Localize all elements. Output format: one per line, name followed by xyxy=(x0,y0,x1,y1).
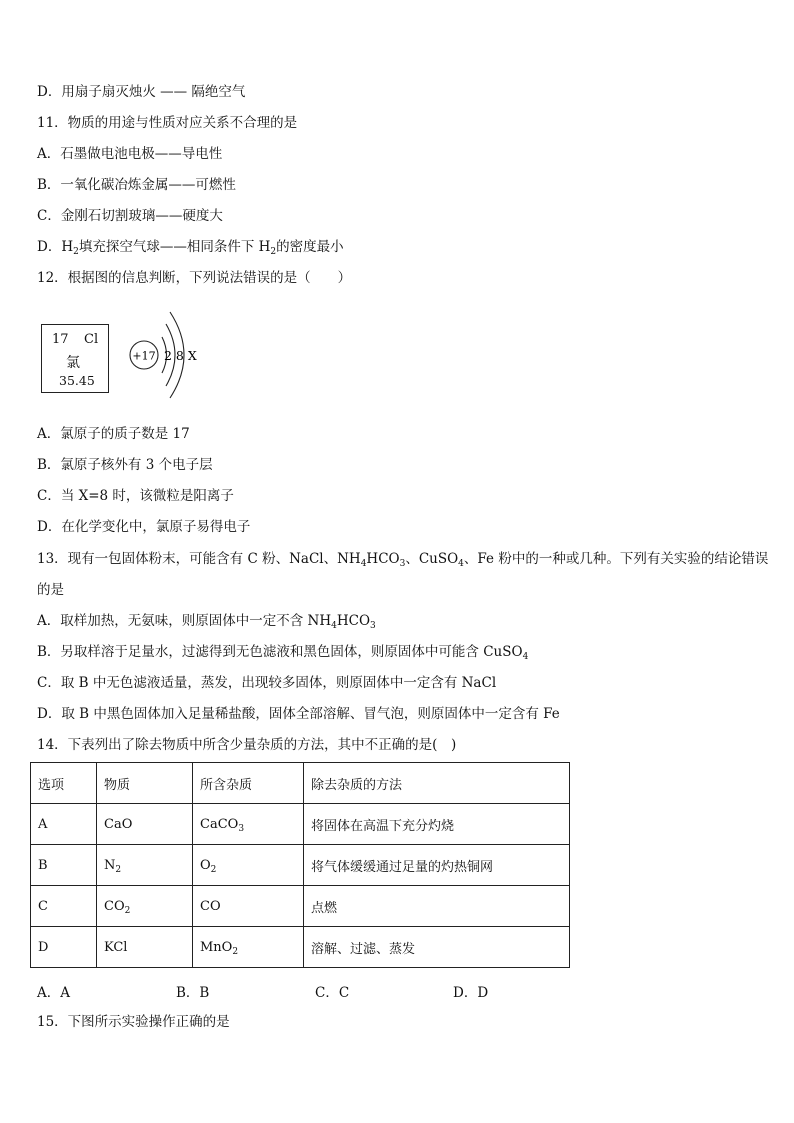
row-method: 点燃 xyxy=(304,886,570,927)
table-header-row xyxy=(31,763,570,804)
row-impurity: $O_2$ xyxy=(193,845,304,886)
q12-option-a: A．氯原子的质子数是 17 xyxy=(37,426,190,442)
q14-answer-c[interactable]: C．C xyxy=(315,985,350,1001)
row-option: D xyxy=(31,927,97,968)
row-option: A xyxy=(31,804,97,845)
row-method: 溶解、过滤、蒸发 xyxy=(304,927,570,968)
q14-answer-b[interactable]: B．B xyxy=(176,985,210,1001)
q10-option-d: D．用扇子扇灭烛火 —— 隔绝空气 xyxy=(37,84,246,100)
q11-option-b: B．一氧化碳冶炼金属——可燃性 xyxy=(37,177,236,193)
row-method: 将气体缓缓通过足量的灼热铜网 xyxy=(304,845,570,886)
q13-option-d: D．取 B 中黑色固体加入足量稀盐酸，固体全部溶解、冒气泡，则原固体中一定含有 Fe xyxy=(37,706,560,722)
nucleus-charge: +17 xyxy=(132,349,156,363)
q13-stem-line-1: 13．现有一包固体粉末，可能含有 C 粉、NaCl、$NH_4HCO_3$、CuSO$_4$、Fe 粉中的一种或几种。下列有关实验的结论错误 xyxy=(37,551,769,569)
element-name: 氯 xyxy=(66,355,80,371)
atom-structure-diagram xyxy=(124,304,234,404)
q15-stem: 15．下图所示实验操作正确的是 xyxy=(37,1014,230,1030)
q12-option-d: D．在化学变化中，氯原子易得电子 xyxy=(37,519,251,535)
q12-stem: 12．根据图的信息判断，下列说法错误的是（ ） xyxy=(37,270,352,286)
electron-shell-numbers: 2 8 X xyxy=(164,348,197,363)
row-impurity: CO xyxy=(193,886,304,927)
q13-stem-line-2: 的是 xyxy=(37,582,64,598)
q14-answer-d[interactable]: D．D xyxy=(453,985,489,1001)
q13-option-b: B．另取样溶于足量水，过滤得到无色滤液和黑色固体，则原固体中可能含 CuSO$_4$ xyxy=(37,644,529,662)
header-impurity: 所含杂质 xyxy=(193,763,304,804)
q14-answer-options xyxy=(37,981,637,1001)
table-row xyxy=(31,804,570,845)
row-substance: $CO_2$ xyxy=(97,886,193,927)
table-row xyxy=(31,886,570,927)
table-row xyxy=(31,845,570,886)
q13-option-c: C．取 B 中无色滤液适量，蒸发，出现较多固体，则原固体中一定含有 NaCl xyxy=(37,675,497,691)
row-option: B xyxy=(31,845,97,886)
q11-option-c: C．金刚石切割玻璃——硬度大 xyxy=(37,208,223,224)
q13-option-a: A．取样加热，无氨味，则原固体中一定不含 $NH_4HCO_3$ xyxy=(37,613,376,631)
element-symbol: Cl xyxy=(84,332,99,347)
header-substance: 物质 xyxy=(97,763,193,804)
row-option: C xyxy=(31,886,97,927)
element-cell-chlorine xyxy=(41,324,109,393)
atomic-mass: 35.45 xyxy=(59,373,95,388)
table-row xyxy=(31,927,570,968)
header-option: 选项 xyxy=(31,763,97,804)
header-method: 除去杂质的方法 xyxy=(304,763,570,804)
q12-option-b: B．氯原子核外有 3 个电子层 xyxy=(37,457,213,473)
row-impurity: MnO$_2$ xyxy=(193,927,304,968)
row-substance: CaO xyxy=(97,804,193,845)
row-substance: $N_2$ xyxy=(97,845,193,886)
q11-option-a: A．石墨做电池电极——导电性 xyxy=(37,146,223,162)
q11-stem: 11．物质的用途与性质对应关系不合理的是 xyxy=(37,115,298,131)
atomic-number: 17 xyxy=(52,332,69,347)
q11-option-d: D．$H_2$填充探空气球——相同条件下 $H_2$的密度最小 xyxy=(37,239,344,257)
impurity-removal-table xyxy=(30,762,570,968)
q14-answer-a[interactable]: A．A xyxy=(37,985,70,1001)
row-impurity: CaCO$_3$ xyxy=(193,804,304,845)
q14-stem: 14．下表列出了除去物质中所含少量杂质的方法，其中不正确的是( ) xyxy=(37,737,457,753)
q12-option-c: C．当 X=8 时，该微粒是阳离子 xyxy=(37,488,234,504)
row-substance: KCl xyxy=(97,927,193,968)
row-method: 将固体在高温下充分灼烧 xyxy=(304,804,570,845)
